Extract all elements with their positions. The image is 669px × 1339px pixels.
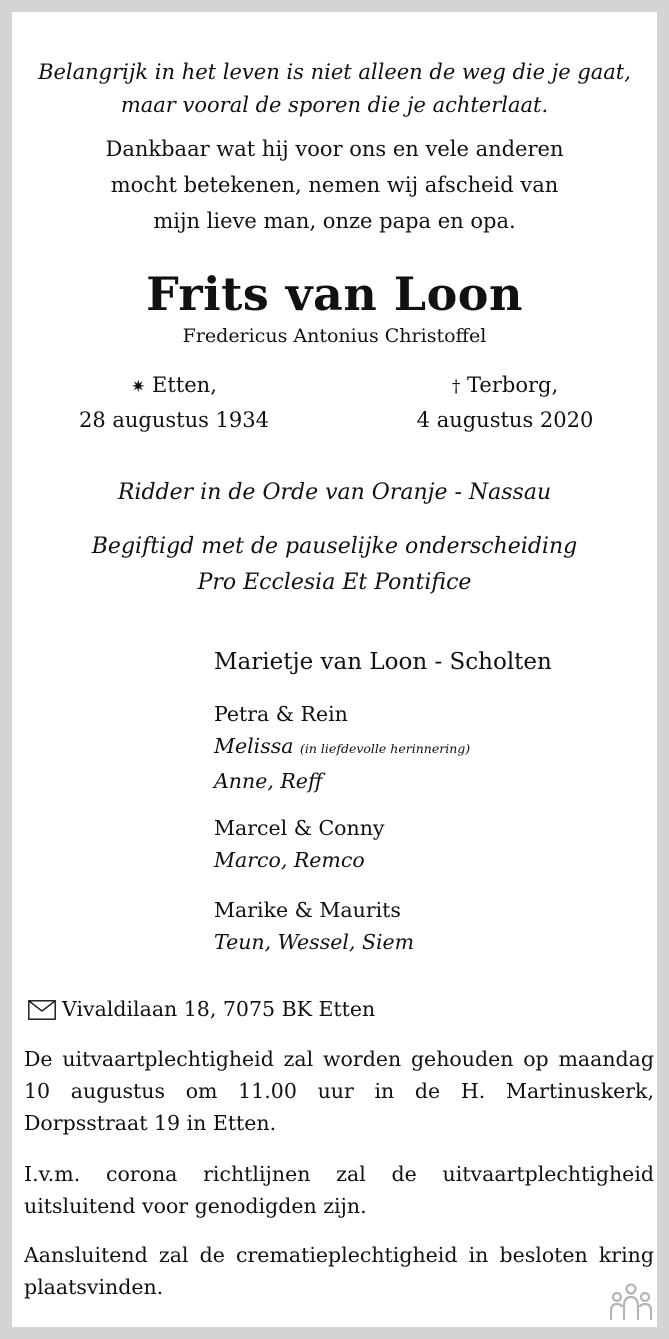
birth-date: 28 augustus 1934 <box>78 408 270 432</box>
death-place: Terborg, <box>467 373 559 397</box>
family-children: Teun, Wessel, Siem <box>214 930 415 954</box>
opening-quote <box>12 56 657 122</box>
death-info <box>385 369 625 437</box>
envelope-icon <box>28 1000 56 1020</box>
death-cross-icon: † <box>451 377 461 397</box>
family-children: Anne, Reff <box>214 769 323 793</box>
honor-pauselijk-line-2: Pro Ecclesia Et Pontifice <box>197 570 472 595</box>
family-parents: Marcel & Conny <box>214 816 385 840</box>
funeral-paragraph: De uitvaartplechtigheid zal worden gehouden op maandag 10 augustus om 11.00 uur in de H. Martinuskerk, Dorpsstraat 19 in Etten. <box>24 1047 654 1135</box>
deceased-name: Frits van Loon <box>146 267 523 321</box>
family-group-3 <box>214 894 414 958</box>
family-child-note: (in liefdevolle herinnering) <box>300 741 471 756</box>
cremation-paragraph: Aansluitend zal de crematieplechtigheid in besloten kring plaatsvinden. <box>24 1243 654 1299</box>
quote-line-2: maar vooral de sporen die je achterlaat. <box>120 93 549 117</box>
widow-name: Marietje van Loon - Scholten <box>214 649 552 675</box>
family-group-1 <box>214 698 470 797</box>
obituary-card <box>12 12 657 1327</box>
people-group-icon <box>608 1282 654 1322</box>
death-date: 4 augustus 2020 <box>416 408 594 432</box>
family-child: Melissa <box>214 734 294 758</box>
intro-line-1: Dankbaar wat hij voor ons en vele anderen <box>105 137 564 161</box>
honor-ridder: Ridder in de Orde van Oranje - Nassau <box>117 480 552 505</box>
correspondence-address <box>28 993 375 1025</box>
honor-pauselijk-line-1: Begiftigd met de pauselijke onderscheiding <box>91 534 578 559</box>
honor-pauselijk <box>12 529 657 601</box>
address-text: Vivaldilaan 18, 7075 BK Etten <box>62 997 376 1021</box>
family-parents: Marike & Maurits <box>214 898 401 922</box>
family-group-2 <box>214 812 384 876</box>
deceased-full-name: Fredericus Antonius Christoffel <box>182 325 487 347</box>
intro-line-2: mocht betekenen, nemen wij afscheid van <box>110 173 559 197</box>
quote-line-1: Belangrijk in het leven is niet alleen de weg die je gaat, <box>38 60 631 84</box>
intro-text <box>12 131 657 239</box>
corona-paragraph: I.v.m. corona richtlijnen zal de uitvaartplechtigheid uitsluitend voor genodigden zijn. <box>24 1162 654 1218</box>
birth-info <box>54 369 294 437</box>
birth-star-icon: ✷ <box>131 377 146 397</box>
family-children: Marco, Remco <box>214 848 365 872</box>
birth-place: Etten, <box>152 373 217 397</box>
family-parents: Petra & Rein <box>214 702 348 726</box>
intro-line-3: mijn lieve man, onze papa en opa. <box>153 209 516 233</box>
